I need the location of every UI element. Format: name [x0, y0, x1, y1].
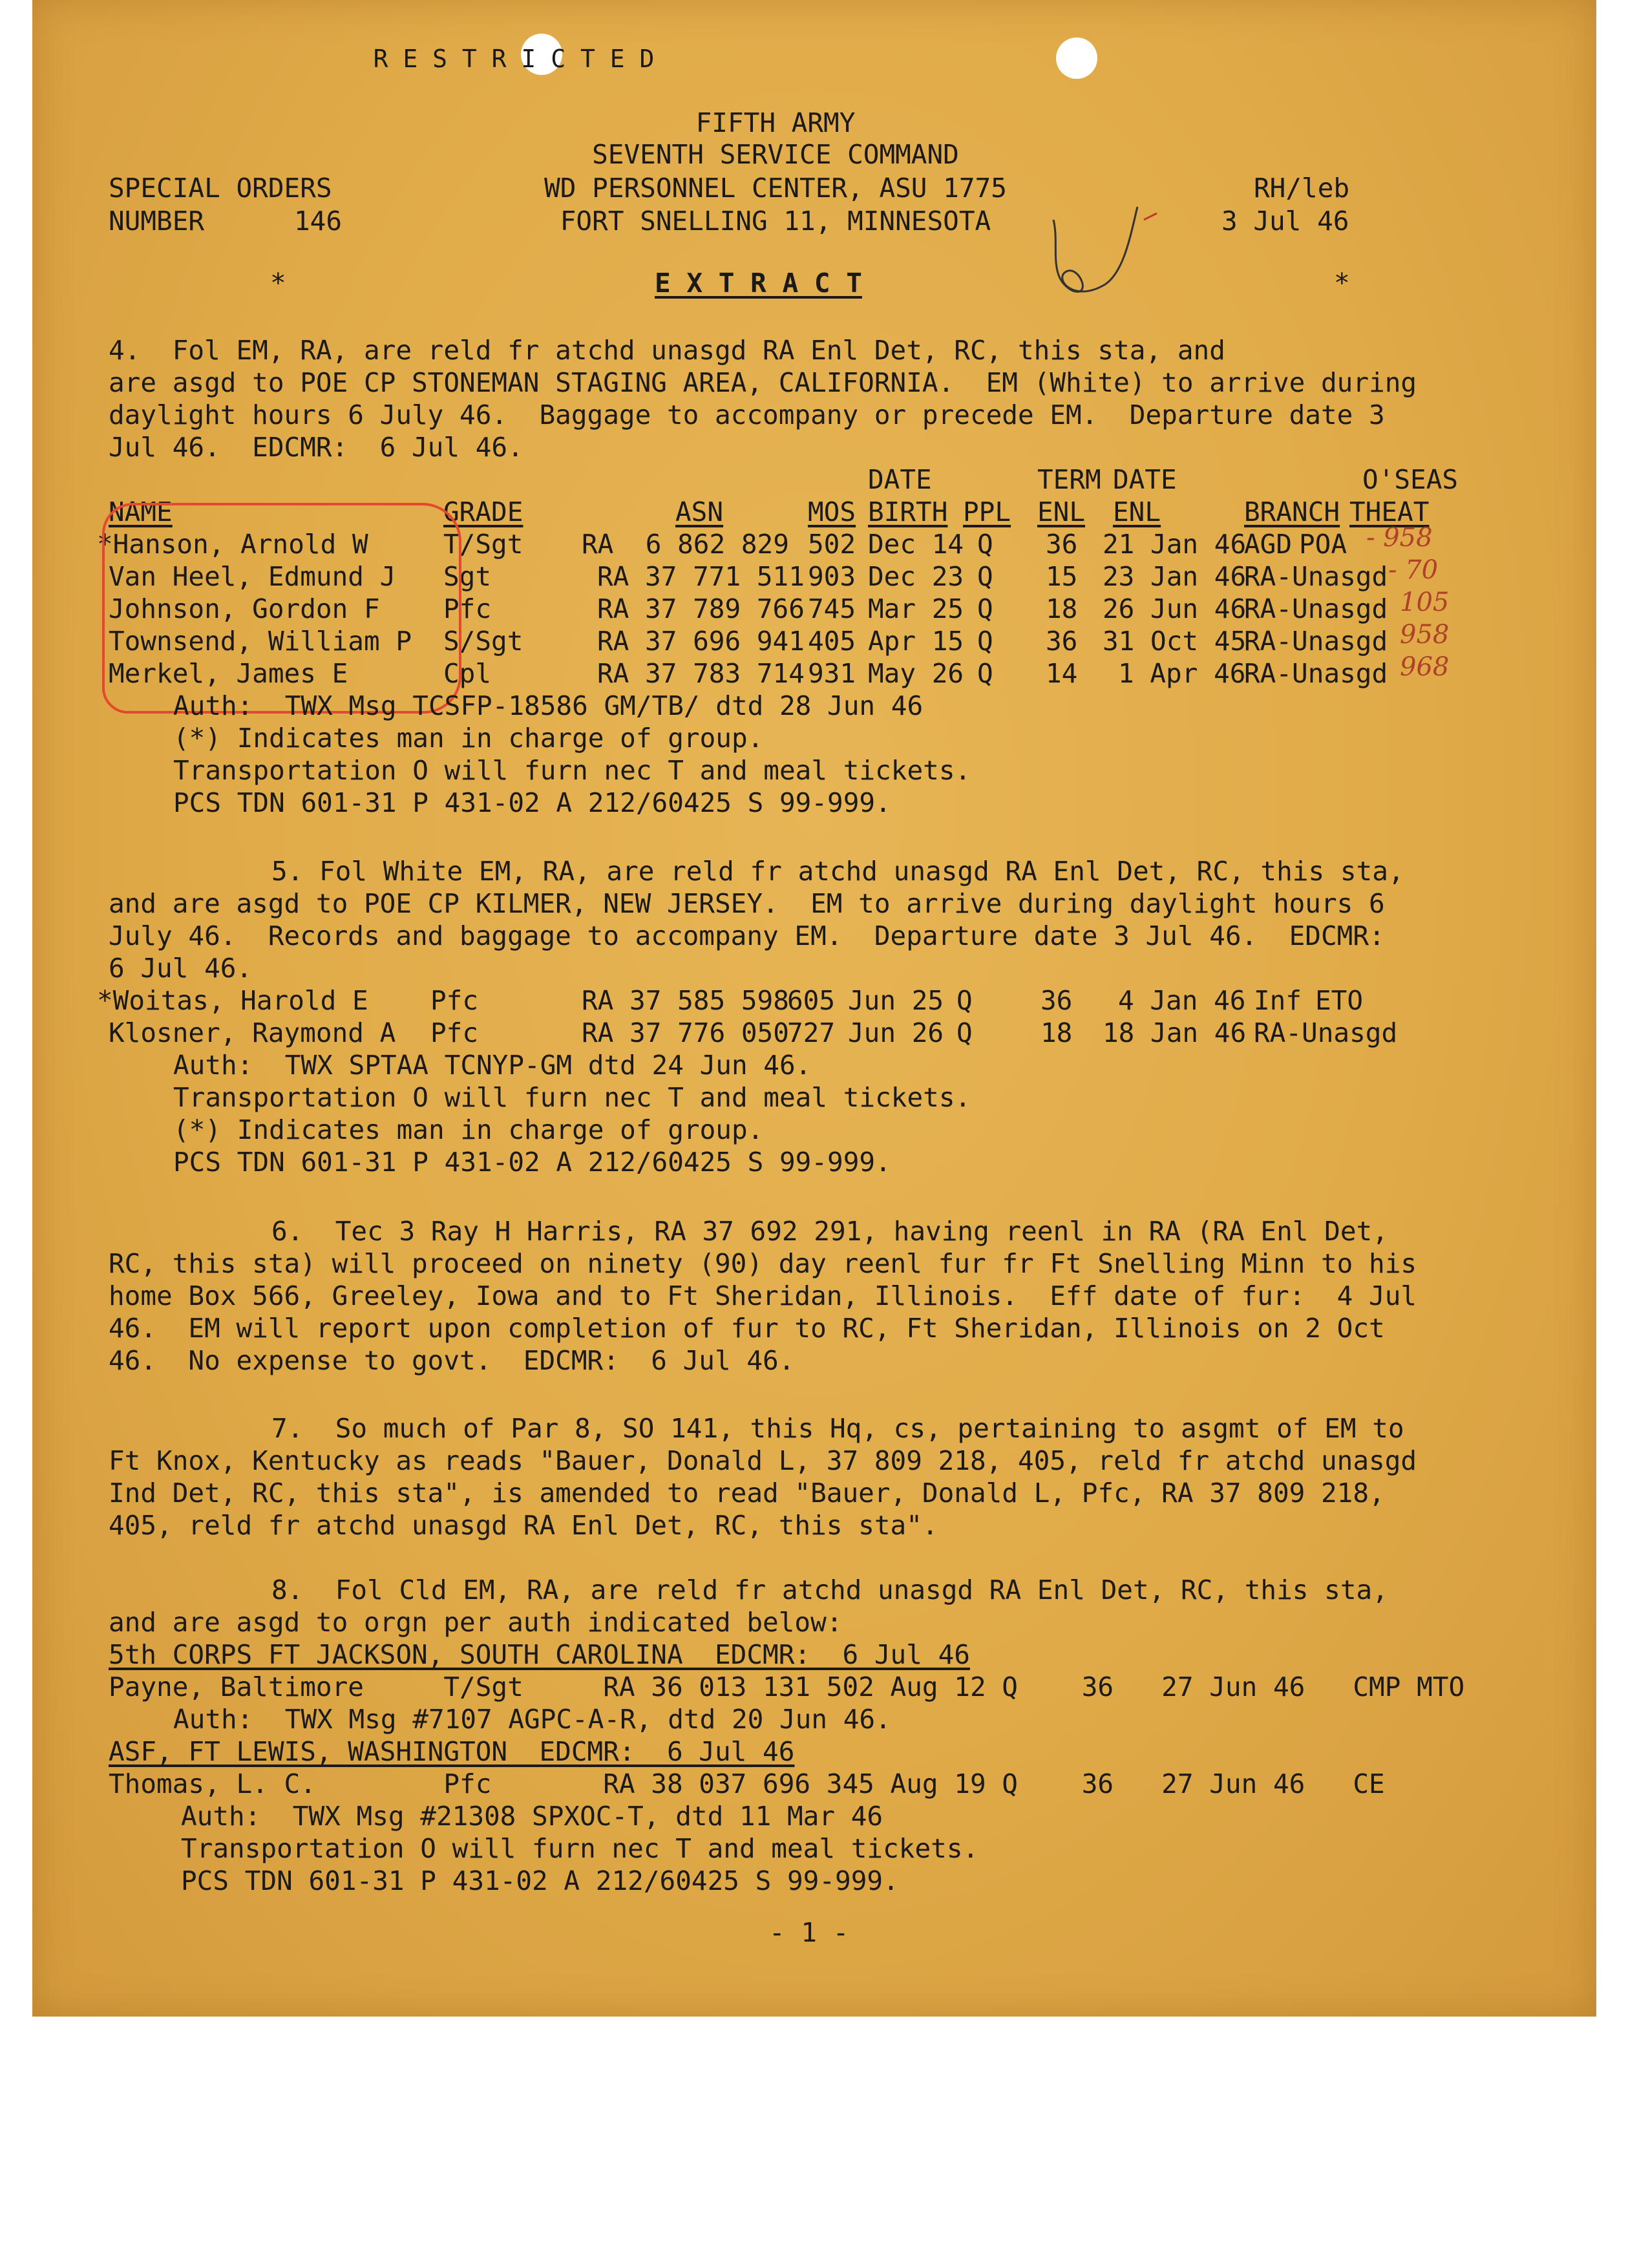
cell-branch: Inf — [1254, 985, 1302, 1016]
cell-branch: RA-Unasgd — [1244, 626, 1388, 657]
par4-line-3: daylight hours 6 July 46. Baggage to accompany or precede EM. Departure date 3 — [109, 399, 1385, 430]
cell-grade: S/Sgt — [443, 626, 523, 657]
document-page — [32, 0, 1596, 2017]
cell-asn: RA 37 783 714 — [597, 658, 805, 689]
cell-mos: 903 — [808, 561, 856, 592]
cell-ppl: Q — [977, 561, 993, 592]
cell-asn: RA 37 776 050 — [582, 1017, 789, 1048]
extract-title: E X T R A C T — [655, 268, 862, 299]
cell-date-enl: 23 Jan 46 — [1103, 561, 1247, 592]
cell-ppl: Q — [956, 985, 973, 1016]
cell-asn: RA 37 789 766 — [597, 593, 805, 624]
cell-birth: May 26 — [868, 658, 964, 689]
cell-date-enl: 21 Jan 46 — [1103, 529, 1247, 560]
cell-theat: POA — [1299, 529, 1347, 560]
header-theat: THEAT — [1349, 496, 1430, 527]
par5-note-1: Transportation O will furn nec T and meal tickets. — [173, 1082, 971, 1113]
par5-auth: Auth: TWX SPTAA TCNYP-GM dtd 24 Jun 46. — [173, 1050, 812, 1081]
cell-branch: RA-Unasgd — [1244, 561, 1388, 592]
par5-line-1: 5. Fol White EM, RA, are reld fr atchd unasgd RA Enl Det, RC, this sta, — [271, 856, 1404, 887]
star-right: * — [1334, 268, 1350, 299]
cell-name: *Hanson, Arnold W — [97, 529, 368, 560]
cell-date-enl: 26 Jun 46 — [1103, 593, 1247, 624]
table-row: Thomas, L. C. Pfc RA 38 037 696 345 Aug 19 Q 36 27 Jun 46 CE — [109, 1768, 1385, 1799]
cell-birth: Apr 15 — [868, 626, 964, 657]
header-mos: MOS — [808, 496, 856, 527]
cell-asn: RA 37 585 598 — [582, 985, 789, 1016]
cell-name: Townsend, William P — [109, 626, 412, 657]
cell-mos: 931 — [808, 658, 856, 689]
org-line-2: SEVENTH SERVICE COMMAND — [592, 139, 959, 170]
header-grade: GRADE — [443, 496, 523, 527]
par5-note-2: (*) Indicates man in charge of group. — [173, 1114, 764, 1145]
cell-branch: RA-Unasgd — [1244, 658, 1388, 689]
cell-name: Van Heel, Edmund J — [109, 561, 396, 592]
par5-line-4: 6 Jul 46. — [109, 953, 253, 984]
header-name: NAME — [109, 496, 173, 527]
cell-ppl: Q — [977, 658, 993, 689]
cell-birth: Jun 26 — [848, 1017, 944, 1048]
handwritten-scribble — [1034, 194, 1189, 310]
header-term: TERM — [1037, 464, 1101, 495]
par7-line-1: 7. So much of Par 8, SO 141, this Hq, cs, pertaining to asgmt of EM to — [271, 1413, 1404, 1444]
cell-theat: ETO — [1315, 985, 1364, 1016]
cell-date-enl: 4 Jan 46 — [1118, 985, 1246, 1016]
header-asn: ASN — [675, 496, 724, 527]
cell-date-enl: 18 Jan 46 — [1103, 1017, 1247, 1048]
org-line-3: WD PERSONNEL CENTER, ASU 1775 — [544, 173, 1007, 204]
header-oseas: O'SEAS — [1362, 464, 1459, 495]
cell-birth: Dec 14 — [868, 529, 964, 560]
par7-line-3: Ind Det, RC, this sta", is amended to read "Bauer, Donald L, Pfc, RA 37 809 218, — [109, 1478, 1385, 1509]
org-line-4: FORT SNELLING 11, MINNESOTA — [560, 206, 991, 237]
cell-term: 18 — [1041, 1017, 1073, 1048]
cell-name: Johnson, Gordon F — [109, 593, 380, 624]
cell-birth: Dec 23 — [868, 561, 964, 592]
par5-line-3: July 46. Records and baggage to accompany EM. Departure date 3 Jul 46. EDCMR: — [109, 920, 1385, 951]
initials: RH/leb — [1254, 173, 1350, 204]
cell-asn: RA 37 696 941 — [597, 626, 805, 657]
cell-date-enl: 31 Oct 45 — [1103, 626, 1247, 657]
cell-ppl: Q — [956, 1017, 973, 1048]
header-branch: BRANCH — [1244, 496, 1340, 527]
punch-hole-right — [1056, 37, 1097, 79]
par8-destination-1: 5th CORPS FT JACKSON, SOUTH CAROLINA EDCMR: 6 Jul 46 — [109, 1639, 970, 1670]
cell-date-enl: 1 Apr 46 — [1118, 658, 1246, 689]
cell-mos: 405 — [808, 626, 856, 657]
handwritten-note: 958 — [1400, 620, 1450, 650]
par8-destination-2: ASF, FT LEWIS, WASHINGTON EDCMR: 6 Jul 46 — [109, 1736, 795, 1767]
par6-line-5: 46. No expense to govt. EDCMR: 6 Jul 46. — [109, 1345, 795, 1376]
cell-ppl: Q — [977, 626, 993, 657]
header-date-enl-1: DATE — [1113, 464, 1177, 495]
red-circle-annotation — [102, 503, 461, 714]
par8-note-1: Transportation O will furn nec T and meal tickets. — [181, 1833, 979, 1864]
handwritten-note: - 70 — [1388, 555, 1439, 585]
number-label: NUMBER — [109, 206, 205, 237]
par4-note-3: PCS TDN 601-31 P 431-02 A 212/60425 S 99-999. — [173, 787, 891, 818]
cell-name: Merkel, James E — [109, 658, 348, 689]
cell-branch: RA-Unasgd — [1244, 593, 1388, 624]
classification: R E S T R I C T E D — [373, 45, 655, 73]
cell-term: 36 — [1046, 626, 1078, 657]
special-orders-label: SPECIAL ORDERS — [109, 173, 332, 204]
cell-term: 14 — [1046, 658, 1078, 689]
header-enl: ENL — [1037, 496, 1086, 527]
handwritten-note: - 958 — [1366, 523, 1433, 553]
cell-asn: RA 6 862 829 — [582, 529, 789, 560]
header-birth: BIRTH — [868, 496, 948, 527]
par7-line-2: Ft Knox, Kentucky as reads "Bauer, Donald L, 37 809 218, 405, reld fr atchd unasgd — [109, 1445, 1417, 1476]
cell-grade: T/Sgt — [443, 529, 523, 560]
cell-ppl: Q — [977, 593, 993, 624]
star-left: * — [270, 268, 286, 299]
cell-term: 36 — [1046, 529, 1078, 560]
cell-mos: 727 — [787, 1017, 836, 1048]
header-date: DATE — [868, 464, 932, 495]
cell-mos: 745 — [808, 593, 856, 624]
par6-line-1: 6. Tec 3 Ray H Harris, RA 37 692 291, having reenl in RA (RA Enl Det, — [271, 1216, 1388, 1247]
cell-birth: Jun 25 — [848, 985, 944, 1016]
par4-note-1: (*) Indicates man in charge of group. — [173, 723, 764, 754]
par6-line-4: 46. EM will report upon completion of fur to RC, Ft Sheridan, Illinois on 2 Oct — [109, 1313, 1385, 1344]
par8-auth-2: Auth: TWX Msg #21308 SPXOC-T, dtd 11 Mar 46 — [181, 1801, 883, 1832]
handwritten-note: 105 — [1400, 588, 1450, 617]
cell-name: *Woitas, Harold E — [97, 985, 368, 1016]
header-date-enl-2: ENL — [1113, 496, 1161, 527]
cell-grade: Cpl — [443, 658, 492, 689]
cell-grade: Pfc — [430, 1017, 479, 1048]
par6-line-3: home Box 566, Greeley, Iowa and to Ft Sheridan, Illinois. Eff date of fur: 4 Jul — [109, 1280, 1417, 1311]
cell-branch: AGD — [1244, 529, 1293, 560]
cell-grade: Pfc — [430, 985, 479, 1016]
par7-line-4: 405, reld fr atchd unasgd RA Enl Det, RC, this sta". — [109, 1510, 938, 1541]
par8-note-2: PCS TDN 601-31 P 431-02 A 212/60425 S 99-999. — [181, 1865, 899, 1896]
cell-grade: Pfc — [443, 593, 492, 624]
cell-branch: RA-Unasgd — [1254, 1017, 1398, 1048]
table-row: Payne, Baltimore T/Sgt RA 36 013 131 502 Aug 12 Q 36 27 Jun 46 CMP MTO — [109, 1671, 1465, 1702]
par5-note-3: PCS TDN 601-31 P 431-02 A 212/60425 S 99-999. — [173, 1147, 891, 1178]
cell-term: 18 — [1046, 593, 1078, 624]
cell-asn: RA 37 771 511 — [597, 561, 805, 592]
par6-line-2: RC, this sta) will proceed on ninety (90) day reenl fur fr Ft Snelling Minn to his — [109, 1248, 1417, 1279]
par4-line-1: 4. Fol EM, RA, are reld fr atchd unasgd RA Enl Det, RC, this sta, and — [109, 335, 1225, 366]
par4-note-2: Transportation O will furn nec T and meal tickets. — [173, 755, 971, 786]
par4-auth: Auth: TWX Msg TCSFP-18586 GM/TB/ dtd 28 Jun 46 — [173, 690, 924, 721]
org-line-1: FIFTH ARMY — [695, 107, 856, 138]
order-number: 146 — [294, 206, 343, 237]
par5-line-2: and are asgd to POE CP KILMER, NEW JERSEY. EM to arrive during daylight hours 6 — [109, 888, 1385, 919]
handwritten-note: 968 — [1400, 652, 1450, 682]
par4-line-4: Jul 46. EDCMR: 6 Jul 46. — [109, 432, 523, 463]
cell-mos: 605 — [787, 985, 836, 1016]
cell-term: 15 — [1046, 561, 1078, 592]
header-ppl: PPL — [963, 496, 1011, 527]
cell-name: Klosner, Raymond A — [109, 1017, 396, 1048]
cell-birth: Mar 25 — [868, 593, 964, 624]
par4-line-2: are asgd to POE CP STONEMAN STAGING AREA, CALIFORNIA. EM (White) to arrive during — [109, 367, 1417, 398]
cell-ppl: Q — [977, 529, 993, 560]
par8-auth-1: Auth: TWX Msg #7107 AGPC-A-R, dtd 20 Jun 46. — [173, 1704, 891, 1735]
par8-line-2: and are asgd to orgn per auth indicated below: — [109, 1607, 843, 1638]
cell-grade: Sgt — [443, 561, 492, 592]
cell-term: 36 — [1041, 985, 1073, 1016]
par8-line-1: 8. Fol Cld EM, RA, are reld fr atchd unasgd RA Enl Det, RC, this sta, — [271, 1574, 1388, 1606]
order-date: 3 Jul 46 — [1221, 206, 1349, 237]
page-number: - 1 - — [769, 1917, 849, 1948]
cell-mos: 502 — [808, 529, 856, 560]
